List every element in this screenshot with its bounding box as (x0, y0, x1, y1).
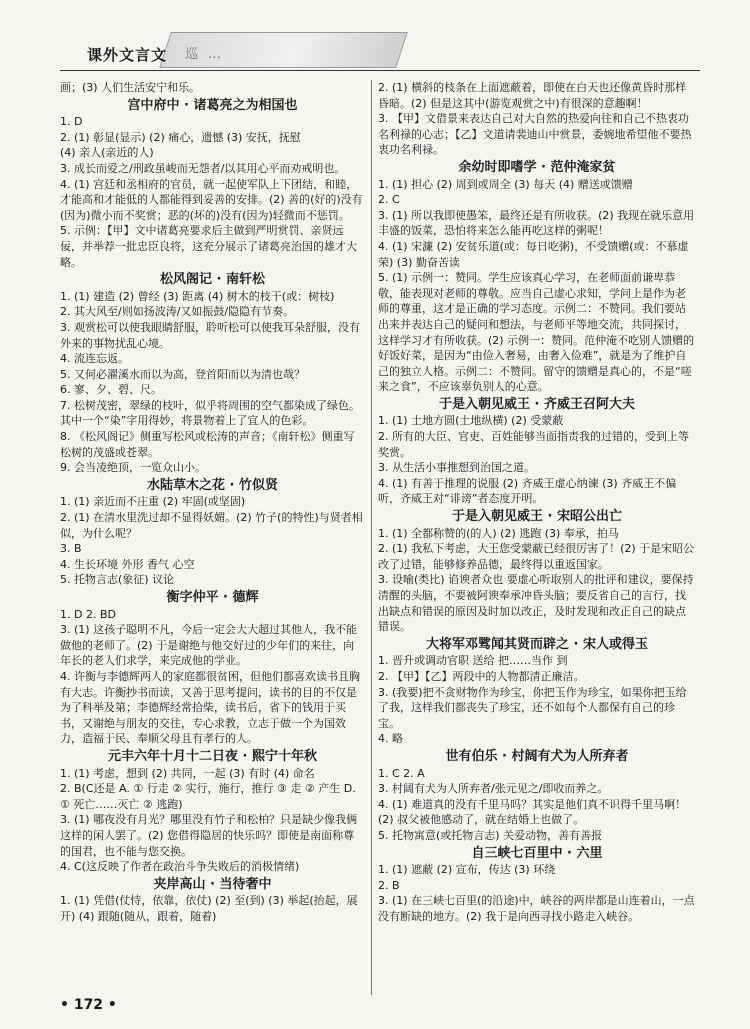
answer-line: 1. (1) 担心 (2) 周到或周全 (3) 每天 (4) 赠送或馈赠 (378, 177, 633, 191)
answer-line: (4) 亲人(亲近的人) (60, 146, 154, 160)
section-heading: 于是入朝见威王 · 齐威王召阿大夫 (439, 396, 635, 412)
answer-line: 1. 晋升或调动官职 送给 把……当作 到 (378, 654, 568, 668)
answer-line: 3. 观赏松可以使我眼睛舒服，聆听松可以使我耳朵舒服，没有外来的事物扰乱心境。 (60, 320, 360, 350)
answer-line: 1. (1) 亲近而不庄重 (2) 牢固(或坚固) (60, 495, 246, 509)
section-heading: 夹岸高山 · 当待奢中 (153, 876, 272, 892)
answer-line: 3. B (60, 542, 82, 556)
answer-line: 1. (1) 建造 (2) 曾经 (3) 距离 (4) 树木的枝干(或：树枝) (60, 289, 335, 303)
section-heading: 水陆草木之花 · 竹似贤 (147, 477, 278, 493)
answer-line: 1. (1) 土地方圆(土地纵横) (2) 受蒙蔽 (378, 414, 564, 428)
section-heading: 自三峡七百里中 · 六里 (471, 845, 603, 861)
answer-line: 3. 成长而爱之/刑政虽峻而无怨者/以其用心平而劝戒明也。 (60, 161, 346, 175)
answer-line: 6. 寥、夕、碧、尺。 (60, 383, 162, 397)
left-column (60, 80, 365, 924)
section-heading: 元丰六年十月十二日夜 · 熙宁十年秋 (108, 748, 317, 764)
answer-line: 2. 【甲】【乙】两段中的人物都清正廉洁。 (378, 669, 585, 683)
answer-line: 5. 示例：【甲】文中诸葛亮要求后主做到严明赏罚、亲贤远佞，并举荐一批忠臣良将，这充分展示了诸葛亮治国的雄才大略。 (60, 224, 357, 269)
answer-line: 1. (1) 全都称赞的(的人) (2) 逃跑 (3) 奉承，拍马 (378, 526, 619, 540)
answer-line: 4. 许衡与李德辉两人的家庭都很贫困，但他们都喜欢读书且胸有大志。许衡抄书而读，又善于思考提问，读书的目的不仅是为了科举及第；李德辉经常拾柴，读书后，省下的钱用于买书，又谢绝与朋友的交往，专心求教，立志于做一个为国效力，造福于民、奉顺父母且有孝行的人。 (60, 669, 360, 746)
answer-line: 2. (1) 我私下考虑，大王您受蒙蔽已经很厉害了！(2) 于是宋昭公改了过错，能够修养品德，最终得以重返国家。 (378, 542, 695, 571)
answer-line: 2. 其大风至/则如扬波涛/又如振鼓/隐隐有节奏。 (60, 305, 295, 319)
right-column (378, 80, 696, 924)
answer-line: 5. 又何必濯溪水而以为高，登首阳而以为清也哉？ (60, 367, 305, 381)
answer-line: 1. D 2. BD (60, 607, 116, 621)
section-heading: 衡字仲平 · 德辉 (166, 590, 259, 605)
answer-line: 3. 【甲】文借景来表达自己对大自然的热爱向往和自己不热衷功名利禄的心志；【乙】文道请裴迪山中赏景，委婉地希望他不要热衷功名利禄。 (378, 112, 692, 157)
section-heading: 松风阁记 · 南轩松 (160, 272, 265, 288)
watermark-logo (655, 982, 733, 1022)
answer-line: 5. 托物寓意(或托物言志) 关爱动物，善有善报 (378, 828, 603, 842)
section-heading: 余幼时即嗜学 · 范仲淹家贫 (458, 159, 616, 175)
answer-line: 3. (1) 所以我即使愚笨，最终还是有所收获。(2) 我现在就乐意用丰盛的饭菜，恐怕将来怎么能再吃这样的粥呢！ (378, 208, 695, 238)
answer-line: 9. 会当凌绝顶，一览众山小。 (60, 461, 206, 475)
answer-line: 1. (1) 凭借(仗恃，依靠，依仗) (2) 至(到) (3) 举起(抬起，展开) (4) 跟随(随从，跟着，随着) (60, 894, 358, 923)
answer-line: 4. 生长环境 外形 香气 心空 (60, 557, 195, 571)
answer-line: 3. (1) 在三峡七百里(的沿途)中，峡谷的两岸都是山连着山，一点没有断缺的地方。(2) 我于是向西寻找小路走入峡谷。 (378, 894, 695, 923)
answer-line: 3. (1) 哪夜没有月光？哪里没有竹子和松柏？只是缺少像我俩这样的闲人罢了。(2) 您借得隐居的快乐吗？即使是南面称尊的国君，也不能与您交换。 (60, 813, 358, 858)
answer-line: 4. (1) 有善于推理的说服 (2) 齐威王虚心纳谏 (3) 齐威王不偏听，齐威王对“诽谤”者态度开明。 (378, 476, 677, 506)
header-banner-text: 巡… (185, 47, 232, 62)
answer-line: 3. 设喻(类比) 谄谀者众也 要虚心听取别人的批评和建议，要保持清醒的头脑，不要被阿谀奉承冲昏头脑；要反省自己的言行，找出缺点和错误的原因及时加以改正，及时发现和改正自己的缺点错误。 (378, 573, 694, 634)
answer-line: 2. B(C还是 A. ① 行走 ② 实行，施行，推行 ③ 走 ② 产生 D. ① 死亡……灭亡 ② 逃跑) (60, 782, 356, 811)
section-heading: 宫中府中 · 诸葛亮之为相国也 (127, 97, 298, 113)
answer-line: 1. (1) 遮蔽 (2) 宣布，传达 (3) 环绕 (378, 863, 556, 877)
answer-line: 5. (1) 示例一：赞同。学生应该真心学习，在老师面前谦卑恭敬，能表现对老师的尊敬。应当自己虚心求知，学问上是作为老师的尊重，这才是正确的学习态度。示例二：不赞同。我们要站出来并表达自己的疑问和想法，与老师平等地交流，共同探讨，这样学习才有所收获。(2) 示例一：赞同。范仲淹不吃别人馈赠的好饭好菜，是因为“由俭入奢易，由奢入俭难”，就是为了维护自己的独立人格。示例二：不赞同。留守的馈赠是真心的，不是“嗟来之食”，不应该辜负别人的心意。 (378, 271, 695, 394)
answer-line: 4. 流连忘返。 (60, 352, 129, 366)
answer-line: 5. 托物言志(象征) 议论 (60, 573, 175, 587)
answer-line: 3. (1) 这孩子聪明不凡，今后一定会大大超过其他人，我不能做他的老师了。(2) 于是谢绝与他交好过的少年们的来往，向年长的老人们求学，来完成他的学业。 (60, 623, 358, 668)
column-divider (371, 80, 372, 995)
answer-line: 8. 《松风阁记》侧重写松风或松涛的声音；《南轩松》侧重写松树的茂盛或苍翠。 (60, 430, 355, 459)
header-rule (60, 70, 700, 71)
section-heading: 世有伯乐 · 村阔有犬为人所弃者 (445, 748, 629, 764)
answer-line: 4. 略 (378, 732, 403, 746)
answer-line: 1. C 2. A (378, 766, 425, 780)
answer-line: 2. 所有的大臣、官吏、百姓能够当面指责我的过错的，受到上等奖赏。 (378, 430, 689, 459)
answer-line: 画；(3) 人们生活安宁和乐。 (60, 81, 201, 94)
answer-line: 7. 松树茂密，翠绿的枝叶，似乎将周围的空气都染成了绿色。其中一个“染”字用得妙，将景物着上了宜人的色彩。 (60, 398, 360, 428)
section-heading: 于是入朝见威王 · 宋昭公出亡 (452, 509, 622, 525)
answer-line: 2. (1) 在清水里洗过却不显得妖媚。(2) 竹子(的特性)与贤者相似，为什么呢？ (60, 511, 363, 540)
answer-line: 1. (1) 考虑，想到 (2) 共同，一起 (3) 有时 (4) 命名 (60, 766, 315, 780)
page-number: • 172 • (60, 997, 117, 1013)
answer-line: 4. (1) 宋濂 (2) 安贫乐道(或：每日吃粥)，不受馈赠(或：不慕虚荣) (3) 勤奋苦读 (378, 239, 689, 269)
answer-line: 2. (1) 彰显(显示) (2) 痛心，遗憾 (3) 安抚，抚慰 (60, 130, 301, 144)
answer-line: 4. (1) 宫廷和丞相府的官员，就一起使军队上下团结，和睦，才能高和才能低的人都能得到妥善的安排。(2) 善的(好的)没有(因为)微小而不奖赏；恶的(坏的)没有(因为)轻微而不惩罚。 (60, 177, 363, 222)
answer-line: 2. C (378, 193, 400, 207)
answer-line: 2. B (378, 878, 400, 892)
section-heading: 大将军邓骘闻其贤而辟之 · 宋人或得玉 (426, 636, 648, 652)
answer-line: 3. (我要)把不贪财物作为珍宝，你把玉作为珍宝，如果你把玉给了我，这样我们都丧失了珍宝，还不如每个人都保有自己的珍宝。 (378, 685, 687, 730)
answer-line: 1. D (60, 115, 83, 129)
answer-line: 4. C(这反映了作者在政治斗争失败后的消极情绪) (60, 860, 300, 874)
answer-line: 4. (1) 难道真的没有千里马吗？其实是他们真不识得千里马啊！(2) 叔父被他感动了，就在结婚上也做了。 (378, 797, 687, 827)
page-header (60, 30, 700, 74)
answer-line: 2. (1) 横斜的枝条在上面遮蔽着，即使在白天也还像黄昏时那样昏暗。(2) 但是这其中(游览观赏之中)有很深的意趣啊！ (378, 81, 687, 110)
answer-line: 3. 村阔有犬为人所弃者/张元见之/即收而养之。 (378, 782, 609, 796)
section-title: 课外文言文 (87, 46, 168, 64)
answer-line: 3. 从生活小事推想到治国之道。 (378, 461, 535, 475)
